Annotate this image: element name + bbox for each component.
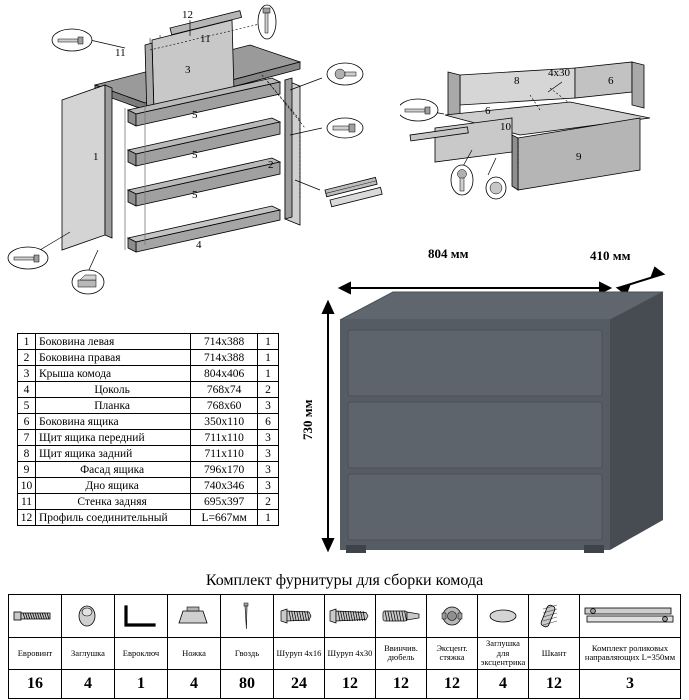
part-name: Планка	[35, 398, 190, 414]
dowel-screw-icon	[376, 595, 427, 638]
euro-screw-icon	[9, 595, 62, 638]
cam-lock-icon	[427, 595, 478, 638]
hardware-label: Шкант	[529, 638, 580, 670]
nail-icon	[221, 595, 274, 638]
cap-icon	[62, 595, 115, 638]
hardware-count: 4	[168, 669, 221, 698]
part-quantity: 1	[258, 334, 279, 350]
part-dimensions: 350х110	[191, 414, 258, 430]
part-name: Профиль соединительный	[35, 510, 190, 526]
part-quantity: 3	[258, 430, 279, 446]
part-name: Щит ящика передний	[35, 430, 190, 446]
table-row	[18, 366, 279, 382]
hardware-count: 80	[221, 669, 274, 698]
part-name: Дно ящика	[35, 478, 190, 494]
screw-4x30-icon	[325, 595, 376, 638]
hardware-count: 24	[274, 669, 325, 698]
part-dimensions: 711х110	[191, 430, 258, 446]
part-dimensions: 768х60	[191, 398, 258, 414]
part-dimensions: 695х397	[191, 494, 258, 510]
part-number: 10	[18, 478, 36, 494]
part-name: Стенка задняя	[35, 494, 190, 510]
hardware-label: Евровинт	[9, 638, 62, 670]
part-name: Боковина левая	[35, 334, 190, 350]
part-dimensions: 740х346	[191, 478, 258, 494]
part-number: 4	[18, 382, 36, 398]
callout-4: 4	[196, 239, 202, 251]
table-row	[18, 414, 279, 430]
hardware-label: Шуруп 4х30	[325, 638, 376, 670]
hardware-kit-title: Комплект фурнитуры для сборки комода	[205, 572, 484, 589]
hardware-label: Гвоздь	[221, 638, 274, 670]
hardware-count: 4	[62, 669, 115, 698]
width-dimension-label: 804 мм	[428, 246, 469, 261]
callout-12: 12	[182, 9, 193, 21]
table-row	[18, 510, 279, 526]
callout-5b: 5	[192, 149, 198, 161]
allen-key-icon	[115, 595, 168, 638]
hardware-label: Ввинчив. дюбель	[376, 638, 427, 670]
part-number: 3	[18, 366, 36, 382]
part-quantity: 3	[258, 398, 279, 414]
part-quantity: 2	[258, 382, 279, 398]
callout-1: 1	[93, 151, 99, 163]
part-quantity: 3	[258, 478, 279, 494]
product-render	[318, 262, 678, 562]
drawer-detail-drawing	[400, 40, 689, 230]
exploded-assembly-drawing	[0, 0, 400, 300]
part-dimensions: L=667мм	[191, 510, 258, 526]
hardware-count: 16	[9, 669, 62, 698]
part-dimensions: 711х110	[191, 446, 258, 462]
part-quantity: 3	[258, 446, 279, 462]
hardware-count: 1	[115, 669, 168, 698]
callout-2: 2	[268, 159, 274, 171]
part-name: Цоколь	[35, 382, 190, 398]
part-name: Щит ящика задний	[35, 446, 190, 462]
hardware-label: Евроключ	[115, 638, 168, 670]
depth-dimension-label: 410 мм	[590, 248, 631, 263]
hardware-count: 12	[376, 669, 427, 698]
part-name: Крыша комода	[35, 366, 190, 382]
part-dimensions: 804x406	[191, 366, 258, 382]
part-quantity: 1	[258, 510, 279, 526]
part-number: 7	[18, 430, 36, 446]
callout-9: 9	[576, 151, 582, 163]
part-quantity: 2	[258, 494, 279, 510]
part-dimensions: 714x388	[191, 350, 258, 366]
callout-4x30: 4х30	[548, 67, 570, 79]
height-dimension-label: 730 мм	[300, 399, 315, 440]
part-number: 11	[18, 494, 36, 510]
hardware-table	[8, 594, 681, 699]
parts-table	[17, 333, 279, 526]
hardware-label: Заглушка	[62, 638, 115, 670]
part-number: 5	[18, 398, 36, 414]
cam-cap-icon	[478, 595, 529, 638]
table-row	[18, 494, 279, 510]
callout-8: 8	[514, 75, 520, 87]
table-row	[18, 398, 279, 414]
part-number: 12	[18, 510, 36, 526]
callout-10: 10	[500, 121, 511, 133]
callout-6a: 6	[485, 105, 491, 117]
part-number: 9	[18, 462, 36, 478]
part-dimensions: 714x388	[191, 334, 258, 350]
hardware-label: Заглушка для эксцентрика	[478, 638, 529, 670]
part-quantity: 1	[258, 350, 279, 366]
callout-11a: 11	[115, 47, 126, 59]
table-row	[18, 430, 279, 446]
callout-3: 3	[185, 64, 191, 76]
table-row	[18, 462, 279, 478]
table-row	[18, 446, 279, 462]
part-name: Боковина правая	[35, 350, 190, 366]
hardware-count: 12	[529, 669, 580, 698]
part-quantity: 6	[258, 414, 279, 430]
part-name: Фасад ящика	[35, 462, 190, 478]
slide-rail-icon	[580, 595, 681, 638]
table-row	[18, 478, 279, 494]
callout-6b: 6	[608, 75, 614, 87]
hardware-label: Комплект роликовых направляющих L=350мм	[580, 638, 681, 670]
hardware-label: Шуруп 4х16	[274, 638, 325, 670]
table-row	[18, 334, 279, 350]
callout-5c: 5	[192, 189, 198, 201]
part-quantity: 1	[258, 366, 279, 382]
screw-4x16-icon	[274, 595, 325, 638]
dowel-icon	[529, 595, 580, 638]
hardware-count: 4	[478, 669, 529, 698]
part-number: 2	[18, 350, 36, 366]
part-number: 6	[18, 414, 36, 430]
part-number: 1	[18, 334, 36, 350]
hardware-count: 12	[325, 669, 376, 698]
table-row	[18, 350, 279, 366]
hardware-label: Эксцент. стяжка	[427, 638, 478, 670]
table-row	[18, 382, 279, 398]
part-dimensions: 768х74	[191, 382, 258, 398]
callout-5a: 5	[192, 109, 198, 121]
part-name: Боковина ящика	[35, 414, 190, 430]
hardware-count: 12	[427, 669, 478, 698]
hardware-label: Ножка	[168, 638, 221, 670]
part-dimensions: 796х170	[191, 462, 258, 478]
part-number: 8	[18, 446, 36, 462]
foot-icon	[168, 595, 221, 638]
hardware-count: 3	[580, 669, 681, 698]
part-quantity: 3	[258, 462, 279, 478]
callout-11b: 11	[200, 33, 211, 45]
